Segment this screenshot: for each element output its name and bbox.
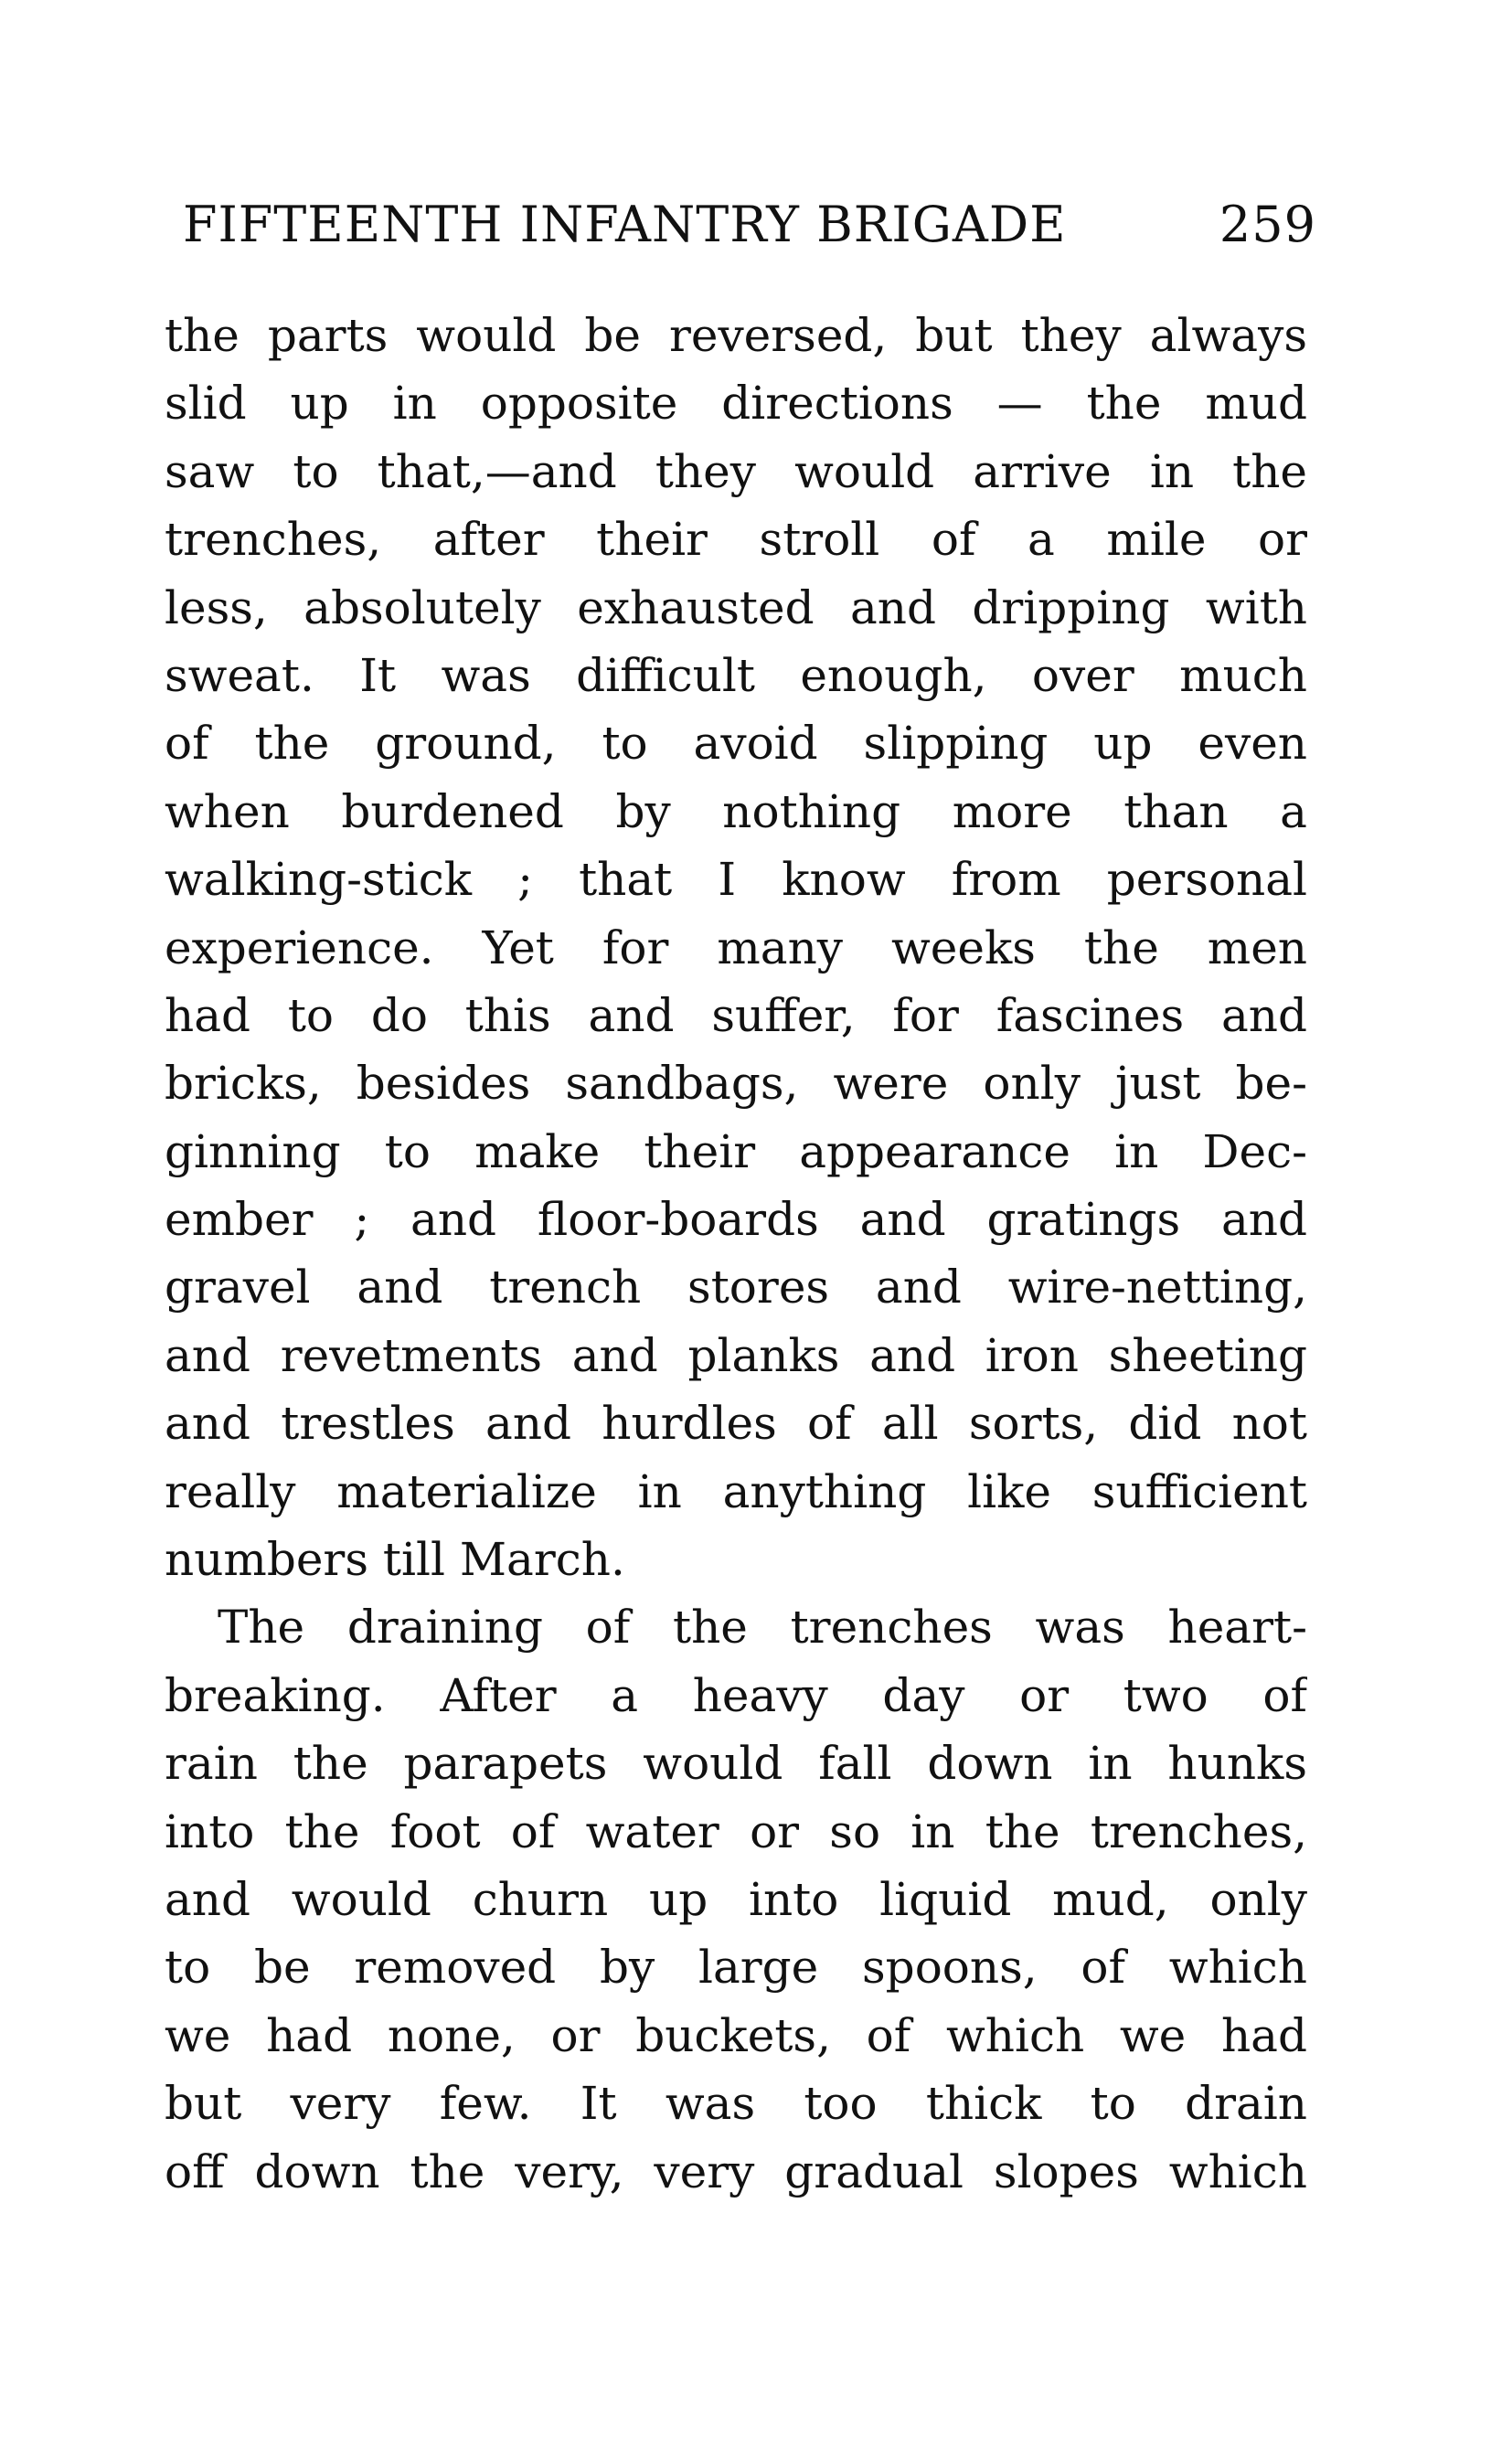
page-number: 259: [1219, 195, 1316, 253]
text-line: ginning to make their appearance in Dec-: [165, 1124, 1307, 1178]
text-line: and revetments and planks and iron sheeting: [165, 1328, 1307, 1382]
paragraph-1: [165, 302, 1307, 1593]
text-line: slid up in opposite directions — the mud: [165, 377, 1307, 431]
text-line: but very few. It was too thick to drain: [165, 2077, 1307, 2131]
text-line: really materialize in anything like sufficient: [165, 1464, 1307, 1518]
text-line: less, absolutely exhausted and dripping with: [165, 580, 1307, 634]
running-header: [183, 192, 1316, 256]
text-line: rain the parapets would fall down in hunks: [165, 1737, 1307, 1791]
text-line: to be removed by large spoons, of which: [165, 1941, 1307, 1995]
text-line: and trestles and hurdles of all sorts, did not: [165, 1397, 1307, 1451]
text-line: and would churn up into liquid mud, only: [165, 1872, 1307, 1926]
text-line: The draining of the trenches was heart-: [218, 1601, 1307, 1655]
text-line: saw to that,—and they would arrive in the: [165, 444, 1307, 498]
text-line: walking-stick ; that I know from personal: [165, 853, 1307, 907]
paragraph-2: [165, 1593, 1307, 2206]
text-line: breaking. After a heavy day or two of: [165, 1668, 1307, 1722]
text-line: sweat. It was difficult enough, over much: [165, 648, 1307, 702]
text-line: the parts would be reversed, but they always: [165, 309, 1307, 362]
text-line: gravel and trench stores and wire-netting,: [165, 1261, 1307, 1314]
running-title: FIFTEENTH INFANTRY BRIGADE: [183, 195, 1067, 253]
text-line: trenches, after their stroll of a mile or: [165, 513, 1307, 567]
text-line: experience. Yet for many weeks the men: [165, 921, 1307, 974]
text-line: bricks, besides sandbags, were only just be-: [165, 1057, 1307, 1111]
text-line: into the foot of water or so in the trenches,: [165, 1804, 1307, 1858]
text-line: had to do this and suffer, for fascines and: [165, 988, 1307, 1042]
text-line: of the ground, to avoid slipping up even: [165, 717, 1307, 771]
body-text: [165, 302, 1307, 2206]
text-line: off down the very, very gradual slopes which: [165, 2144, 1307, 2198]
text-line: numbers till March.: [165, 1533, 625, 1587]
text-line: we had none, or buckets, of which we had: [165, 2008, 1307, 2062]
text-line: when burdened by nothing more than a: [165, 784, 1307, 838]
text-line: ember ; and floor-boards and gratings and: [165, 1193, 1307, 1247]
